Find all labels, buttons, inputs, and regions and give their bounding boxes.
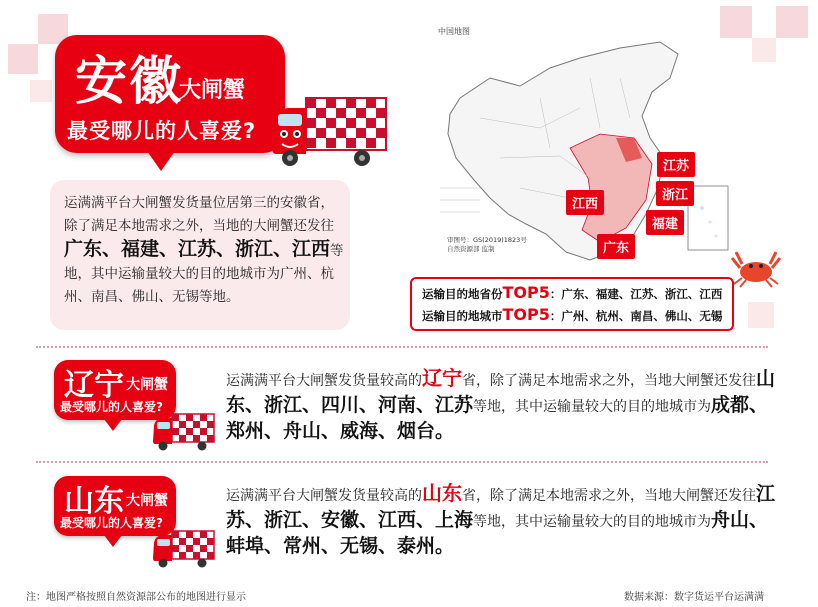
anhui-title-bubble <box>55 35 285 153</box>
shandong-subtitle: 最受哪儿的人喜爱? <box>60 516 163 530</box>
liaoning-text-part: 运满满平台大闸蟹发货量较高的 <box>226 373 422 389</box>
map-approval-number: 审图号：GS(2019)1823号 <box>447 236 527 244</box>
anhui-text-part: 等地，其中运输量较大的目的地城市为广州、杭州、南昌、佛山、无锡等地。 <box>64 243 344 305</box>
anhui-description <box>64 192 344 309</box>
top5-cities-label: 运输目的地城市 <box>422 309 503 323</box>
liaoning-title-big: 辽宁 <box>64 368 124 403</box>
top5-provinces <box>422 283 722 302</box>
shandong-province: 山东 <box>422 481 462 505</box>
shandong-cities: 舟山、蚌埠、常州、无锡、泰州。 <box>226 509 769 557</box>
shandong-title-small: 大闸蟹 <box>126 493 168 509</box>
top5-cities-list: ：广州、杭州、南昌、佛山、无锡 <box>549 309 723 323</box>
decor-square <box>720 6 752 38</box>
top5-cities <box>422 305 722 324</box>
liaoning-title-small: 大闸蟹 <box>126 377 168 393</box>
decor-square <box>752 38 776 62</box>
china-map <box>420 38 750 268</box>
map-producer: 自然资源部 监制 <box>447 245 495 253</box>
top5-provinces-list: ：广东、福建、江苏、浙江、江西 <box>549 287 723 301</box>
liaoning-provinces: 山东、浙江、四川、河南、江苏 <box>226 368 776 416</box>
decor-square <box>776 6 808 38</box>
map-label-zhejiang: 浙江 <box>656 181 694 206</box>
map-label-guangdong: 广东 <box>597 234 635 259</box>
liaoning-text-part: 等地，其中运输量较大的目的地城市为 <box>473 399 712 415</box>
anhui-provinces: 广东、福建、江苏、浙江、江西 <box>64 238 331 260</box>
liaoning-subtitle: 最受哪儿的人喜爱? <box>60 400 163 414</box>
decor-square <box>8 44 38 74</box>
liaoning-description <box>226 366 786 445</box>
shandong-provinces: 江苏、浙江、安徽、江西、上海 <box>226 483 776 531</box>
section-divider <box>36 346 768 348</box>
crab-icon <box>730 248 782 288</box>
shandong-text-part: 省，除了满足本地需求之外，当地大闸蟹还发往 <box>462 488 756 504</box>
map-label-fujian: 福建 <box>646 210 684 235</box>
shandong-title-big: 山东 <box>64 484 124 519</box>
liaoning-cities: 成都、郑州、舟山、威海、烟台。 <box>226 394 769 442</box>
top5-box <box>410 277 734 331</box>
anhui-text-part: 运满满平台大闸蟹发货量位居第三的安徽省，除了满足本地需求之外，当地的大闸蟹还发往 <box>64 195 334 234</box>
truck-illustration <box>152 410 216 452</box>
truck-illustration <box>270 92 390 172</box>
shandong-text-part: 等地，其中运输量较大的目的地城市为 <box>473 514 712 530</box>
map-label-jiangsu: 江苏 <box>657 152 695 177</box>
top5-cities-tag: TOP5 <box>502 305 550 324</box>
liaoning-text-part: 省，除了满足本地需求之外，当地大闸蟹还发往 <box>462 373 756 389</box>
shandong-text-part: 运满满平台大闸蟹发货量较高的 <box>226 488 422 504</box>
liaoning-province: 辽宁 <box>422 366 462 390</box>
truck-illustration <box>152 527 216 569</box>
map-approval-note <box>447 236 527 254</box>
anhui-description-panel <box>50 180 350 330</box>
footer-map-note: 注：地图严格按照自然资源部公布的地图进行显示 <box>26 592 246 603</box>
top5-provinces-tag: TOP5 <box>502 283 550 302</box>
map-title: 中国地图 <box>438 27 470 36</box>
shandong-description <box>226 481 786 560</box>
anhui-subtitle: 最受哪儿的人喜爱? <box>67 119 257 143</box>
anhui-title-big: 安徽 <box>75 52 184 112</box>
top5-provinces-label: 运输目的地省份 <box>422 287 503 301</box>
map-label-jiangxi: 江西 <box>566 190 604 215</box>
section-divider <box>36 461 768 463</box>
decor-square <box>748 302 774 328</box>
decor-square <box>30 80 52 102</box>
anhui-title-small: 大闸蟹 <box>179 78 246 103</box>
footer-data-source: 数据来源：数字货运平台运满满 <box>624 592 764 603</box>
